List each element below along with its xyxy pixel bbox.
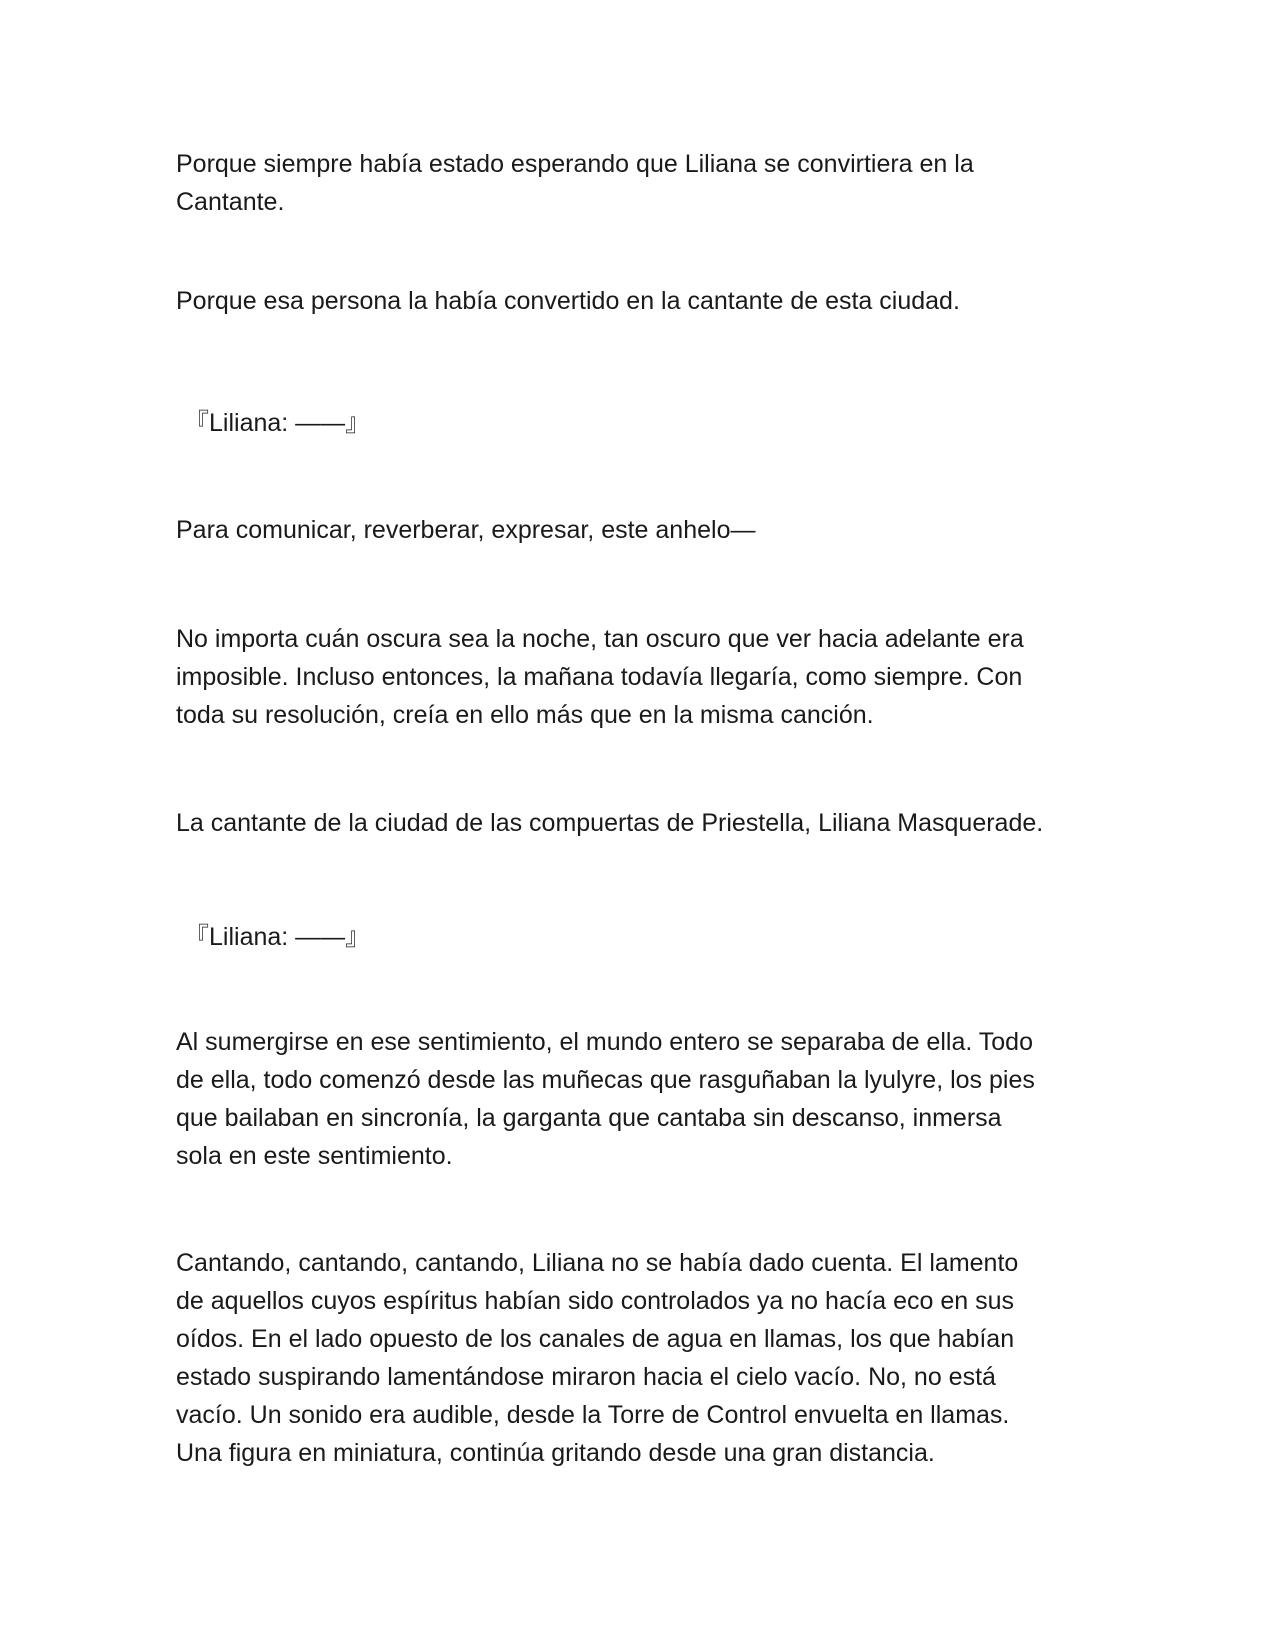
- paragraph-6: Al sumergirse en ese sentimiento, el mundo entero se separaba de ella. Todo de ella, todo comenzó desde las muñecas que rasguñaban la lyulyre, los pies que bailaban en sincronía, la garganta que cantaba sin descanso, inmersa sola en este sentimiento.: [176, 1028, 1035, 1170]
- dialogue-line-2: 『Liliana: ——』: [184, 923, 371, 951]
- dialogue-line-1: 『Liliana: ——』: [184, 409, 371, 437]
- paragraph-3: Para comunicar, reverberar, expresar, este anhelo—: [176, 516, 756, 544]
- paragraph-7: Cantando, cantando, cantando, Liliana no se había dado cuenta. El lamento de aquellos cuyos espíritus habían sido controlados ya no hacía eco en sus oídos. En el lado opuesto de los canales de agua en llamas, los que habían estado suspirando lamentándose miraron hacia el cielo vacío. No, no está vacío. Un sonido era audible, desde la Torre de Control envuelta en llamas. Una figura en miniatura, continúa gritando desde una gran distancia.: [176, 1249, 1019, 1467]
- paragraph-2: Porque esa persona la había convertido en la cantante de esta ciudad.: [176, 287, 960, 315]
- paragraph-4: No importa cuán oscura sea la noche, tan oscuro que ver hacia adelante era imposible. Incluso entonces, la mañana todavía llegaría, como siempre. Con toda su resolución, creía en ello más que en la misma canción.: [176, 625, 1024, 729]
- paragraph-5: La cantante de la ciudad de las compuertas de Priestella, Liliana Masquerade.: [176, 809, 1044, 837]
- paragraph-1: Porque siempre había estado esperando que Liliana se convirtiera en la Cantante.: [176, 150, 974, 216]
